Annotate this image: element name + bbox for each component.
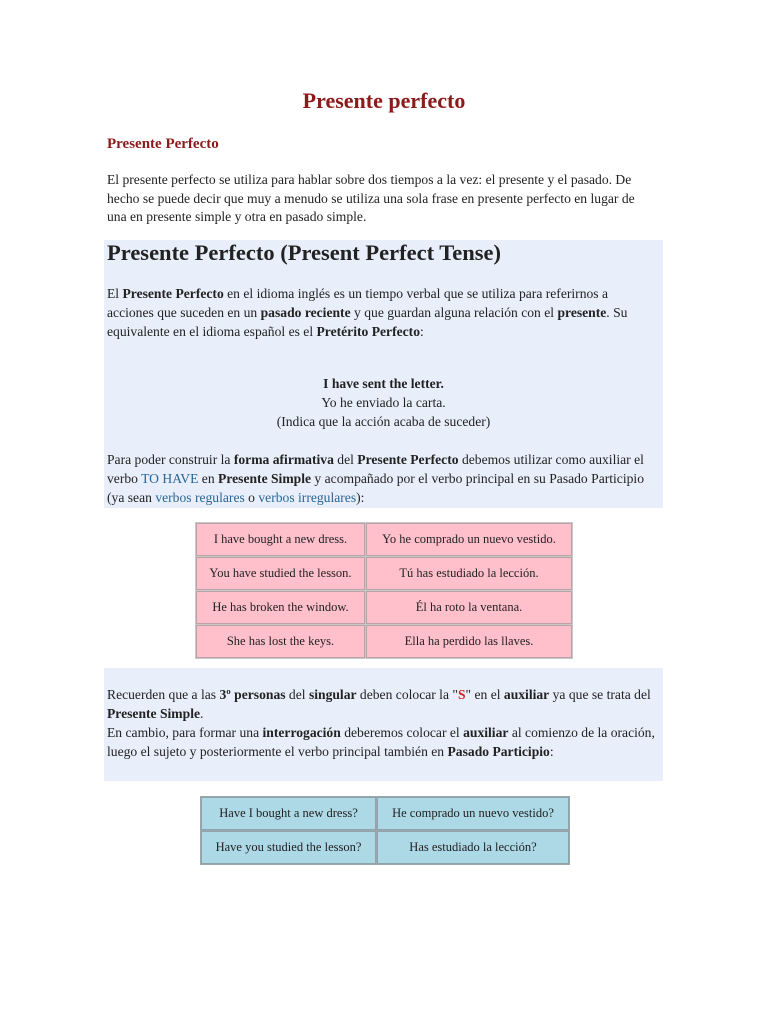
table-row — [201, 797, 569, 830]
verbos-regulares-link[interactable]: verbos regulares — [155, 490, 245, 505]
table-cell: He comprado un nuevo vestido? — [377, 797, 569, 830]
example-block — [104, 374, 663, 431]
table-cell: Tú has estudiado la lección. — [366, 557, 572, 590]
table-cell: Yo he comprado un nuevo vestido. — [366, 523, 572, 556]
table-cell: You have studied the lesson. — [196, 557, 365, 590]
interrogative-table — [200, 796, 570, 865]
section-subtitle: Presente Perfecto — [107, 136, 219, 152]
affirmative-table — [195, 522, 573, 659]
table-cell: She has lost the keys. — [196, 625, 365, 658]
table-row — [196, 625, 572, 658]
affirmative-paragraph: Para poder construir la forma afirmativa del Presente Perfecto debemos utilizar como auxiliar el verbo TO HAVE en Presente Simple y acompañado por el verbo principal en su Pasado Participio (ya sean verbos regulares o verbos irregulares): — [107, 452, 644, 505]
interrogative-paragraph: Recuerden que a las 3º personas del singular deben colocar la "S" en el auxiliar ya que se trata del Presente Simple. En cambio, para formar una interrogación deberemos colocar el auxiliar al comienzo de la oración, luego el sujeto y posteriormente el verbo principal también en Pasado Participio: — [107, 687, 655, 759]
verbos-irregulares-link[interactable]: verbos irregulares — [258, 490, 357, 505]
example-note: (Indica que la acción acaba de suceder) — [276, 414, 491, 429]
definition-paragraph: El Presente Perfecto en el idioma inglés es un tiempo verbal que se utiliza para referirnos a acciones que suceden en un pasado reciente y que guardan alguna relación con el presente. Su equivalente en el idioma español es el Pretérito Perfecto: — [107, 286, 628, 339]
table-row — [196, 523, 572, 556]
table-cell: Have I bought a new dress? — [201, 797, 376, 830]
intro-paragraph: El presente perfecto se utiliza para hablar sobre dos tiempos a la vez: el presente y el pasado. De hecho se puede decir que muy a menudo se utiliza una sola frase en presente perfecto en lugar de una en presente simple y otra en pasado simple. — [107, 172, 635, 224]
table-cell: Has estudiado la lección? — [377, 831, 569, 864]
page-title: Presente perfecto — [302, 88, 466, 113]
table-cell: Ella ha perdido las llaves. — [366, 625, 572, 658]
table-row — [196, 591, 572, 624]
table-cell: I have bought a new dress. — [196, 523, 365, 556]
table-row — [201, 831, 569, 864]
table-cell: He has broken the window. — [196, 591, 365, 624]
table-cell: Have you studied the lesson? — [201, 831, 376, 864]
example-english: I have sent the letter. — [323, 376, 444, 391]
to-have-link[interactable]: TO HAVE — [141, 471, 199, 486]
example-spanish: Yo he enviado la carta. — [321, 395, 446, 410]
section-heading: Presente Perfecto (Present Perfect Tense) — [107, 240, 501, 265]
table-row — [196, 557, 572, 590]
table-cell: Él ha roto la ventana. — [366, 591, 572, 624]
